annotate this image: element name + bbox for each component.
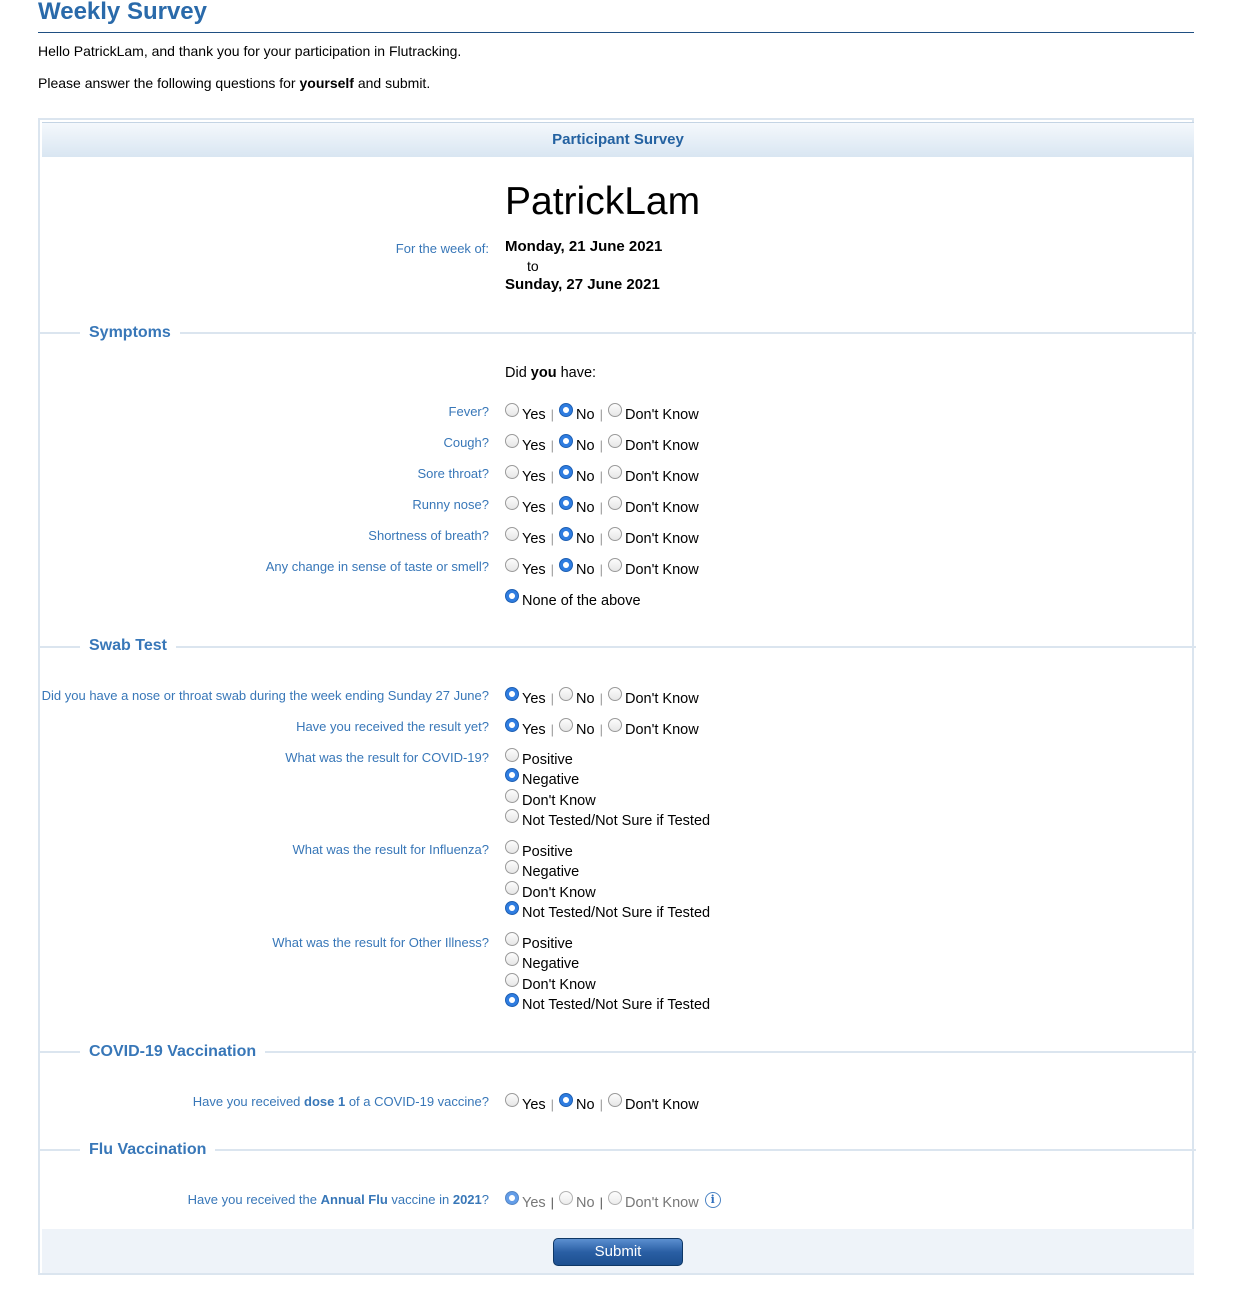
option-label: No <box>576 1195 595 1211</box>
symptoms-prompt-bold: you <box>530 365 557 381</box>
flu-label-year: 2021 <box>452 1192 482 1207</box>
option-label: Yes <box>522 1097 546 1113</box>
option-separator: | <box>550 722 555 737</box>
option-label: Don't Know <box>624 438 699 454</box>
influenza-dont-know[interactable] <box>505 880 710 900</box>
covid-dose1-label-post: of a COVID-19 vaccine? <box>345 1094 489 1109</box>
flu-vaccine-label <box>188 1192 489 1207</box>
option-label: Yes <box>522 469 546 485</box>
flu-label-pre: Have you received the <box>187 1192 321 1207</box>
page-title: Weekly Survey <box>38 0 207 25</box>
option-separator: | <box>599 469 603 484</box>
option-separator: | <box>550 500 555 515</box>
sore-throat-options <box>505 464 699 484</box>
runny-nose-dont-know[interactable] <box>608 495 699 515</box>
result-received-yes[interactable] <box>505 717 546 737</box>
cough-dont-know[interactable] <box>608 433 699 453</box>
option-label: Not Tested/Not Sure if Tested <box>522 905 711 922</box>
option-separator: | <box>550 1097 555 1112</box>
shortness-of-breath-yes[interactable] <box>505 526 546 546</box>
other-illness-result-label: What was the result for Other Illness? <box>272 935 489 950</box>
option-label: Don't Know <box>624 1097 699 1113</box>
swab-dont-know[interactable] <box>608 686 699 706</box>
info-icon[interactable]: i <box>705 1192 721 1208</box>
instruction-text <box>38 74 430 92</box>
option-label: Yes <box>522 407 546 423</box>
fever-no[interactable] <box>559 402 595 422</box>
covid-dose1-options <box>505 1092 699 1112</box>
option-label: Yes <box>522 500 546 516</box>
option-separator: | <box>599 500 603 515</box>
symptoms-prompt-post: have: <box>556 365 597 381</box>
radio-button[interactable] <box>505 1191 519 1205</box>
option-label: Don't Know <box>522 976 596 993</box>
option-label: Negative <box>522 956 580 973</box>
radio-button[interactable] <box>505 496 519 510</box>
none-of-above-option <box>505 588 641 608</box>
option-label: Yes <box>522 722 546 738</box>
flu-dont-know[interactable] <box>608 1190 699 1210</box>
radio-button[interactable] <box>505 1093 519 1107</box>
covid-dose1-dont-know[interactable] <box>608 1092 699 1112</box>
week-end-date: Sunday, 27 June 2021 <box>505 276 660 293</box>
influenza-negative[interactable] <box>505 859 710 879</box>
option-label: Yes <box>522 531 546 547</box>
symptoms-prompt <box>505 365 596 381</box>
option-separator: | <box>599 691 603 706</box>
option-separator: | <box>599 407 603 422</box>
swab-yes[interactable] <box>505 686 546 706</box>
option-label: No <box>576 438 595 454</box>
option-label: No <box>576 722 595 738</box>
other-negative[interactable] <box>505 951 710 971</box>
sore-throat-label: Sore throat? <box>417 466 489 481</box>
option-label: Don't Know <box>624 531 699 547</box>
option-separator: | <box>550 562 555 577</box>
option-label: Yes <box>522 691 546 707</box>
instruction-post: and submit. <box>353 75 431 91</box>
swab-no[interactable] <box>559 686 595 706</box>
radio-button[interactable] <box>505 718 519 732</box>
other-not-tested[interactable] <box>505 992 710 1012</box>
covid-dont-know[interactable] <box>505 788 710 808</box>
option-label: Don't Know <box>624 691 699 707</box>
sore-throat-no[interactable] <box>559 464 595 484</box>
option-label: Not Tested/Not Sure if Tested <box>522 997 711 1014</box>
option-label: Don't Know <box>624 407 699 423</box>
option-label: No <box>576 691 595 707</box>
fever-yes[interactable] <box>505 402 546 422</box>
radio-button[interactable] <box>505 952 519 966</box>
shortness-of-breath-label: Shortness of breath? <box>368 528 489 543</box>
week-start-date: Monday, 21 June 2021 <box>505 238 663 255</box>
swab-section-title: Swab Test <box>80 636 176 656</box>
covid-not-tested[interactable] <box>505 808 710 828</box>
radio-button[interactable] <box>559 434 573 448</box>
radio-button[interactable] <box>505 860 519 874</box>
covid-vaccination-section-title: COVID-19 Vaccination <box>80 1042 265 1062</box>
taste-smell-yes[interactable] <box>505 557 546 577</box>
radio-button[interactable] <box>608 465 622 479</box>
covid-dose1-no[interactable] <box>559 1092 595 1112</box>
option-label: Don't Know <box>522 884 596 901</box>
other-dont-know[interactable] <box>505 972 710 992</box>
result-received-options <box>505 717 699 737</box>
radio-button[interactable] <box>505 748 519 762</box>
radio-button[interactable] <box>505 768 519 782</box>
swab-options <box>505 686 699 706</box>
sore-throat-yes[interactable] <box>505 464 546 484</box>
taste-smell-dont-know[interactable] <box>608 557 699 577</box>
covid-dose1-yes[interactable] <box>505 1092 546 1112</box>
option-separator: | <box>599 722 603 737</box>
covid-dose1-label <box>193 1094 489 1109</box>
option-separator: | <box>550 1195 555 1210</box>
radio-button[interactable] <box>505 809 519 823</box>
radio-button[interactable] <box>559 527 573 541</box>
swab-question-label: Did you have a nose or throat swab during the week ending Sunday 27 June? <box>41 688 489 703</box>
influenza-result-options <box>505 839 710 920</box>
radio-button[interactable] <box>505 558 519 572</box>
other-positive[interactable] <box>505 931 710 951</box>
fever-label: Fever? <box>448 404 489 419</box>
cough-no[interactable] <box>559 433 595 453</box>
option-label: Don't Know <box>624 469 699 485</box>
option-label: Don't Know <box>624 1195 699 1211</box>
option-separator: | <box>599 1097 603 1112</box>
radio-button[interactable] <box>559 718 573 732</box>
week-to-text: to <box>527 258 539 274</box>
cough-options <box>505 433 699 453</box>
result-received-label: Have you received the result yet? <box>296 719 489 734</box>
option-label: Positive <box>522 844 573 861</box>
radio-button[interactable] <box>559 496 573 510</box>
option-label: No <box>576 531 595 547</box>
influenza-result-label: What was the result for Influenza? <box>292 842 489 857</box>
title-divider <box>38 32 1194 33</box>
swab-divider <box>40 646 1196 648</box>
radio-button[interactable] <box>559 558 573 572</box>
radio-button[interactable] <box>505 687 519 701</box>
radio-button[interactable] <box>505 901 519 915</box>
flu-label-mid: vaccine in <box>387 1192 453 1207</box>
greeting-text: Hello PatrickLam, and thank you for your participation in Flutracking. <box>38 43 462 59</box>
symptoms-divider <box>40 332 1196 334</box>
option-separator: | <box>550 438 555 453</box>
runny-nose-label: Runny nose? <box>412 497 489 512</box>
radio-button[interactable] <box>559 465 573 479</box>
radio-button[interactable] <box>608 1191 622 1205</box>
covid-dose1-label-bold: dose 1 <box>304 1094 346 1109</box>
option-label: Don't Know <box>522 792 596 809</box>
option-separator: | <box>550 407 555 422</box>
option-separator: | <box>550 469 555 484</box>
covid-result-label: What was the result for COVID-19? <box>285 750 489 765</box>
option-separator: | <box>599 531 603 546</box>
taste-smell-no[interactable] <box>559 557 595 577</box>
none-of-above[interactable] <box>505 588 641 608</box>
option-label: Yes <box>522 1195 546 1211</box>
radio-button[interactable] <box>608 687 622 701</box>
radio-button[interactable] <box>608 1093 622 1107</box>
radio-button[interactable] <box>559 1093 573 1107</box>
radio-button[interactable] <box>608 403 622 417</box>
radio-button[interactable] <box>608 527 622 541</box>
option-separator: | <box>599 438 603 453</box>
option-label: No <box>576 407 595 423</box>
runny-nose-yes[interactable] <box>505 495 546 515</box>
flu-yes[interactable] <box>505 1190 546 1210</box>
radio-button[interactable] <box>505 465 519 479</box>
runny-nose-options <box>505 495 699 515</box>
runny-nose-no[interactable] <box>559 495 595 515</box>
radio-button[interactable] <box>505 789 519 803</box>
submit-button[interactable]: Submit <box>553 1238 683 1266</box>
covid-negative[interactable] <box>505 767 710 787</box>
option-label: Not Tested/Not Sure if Tested <box>522 813 711 830</box>
covid-result-options <box>505 747 710 828</box>
option-label: Don't Know <box>624 722 699 738</box>
option-label: None of the above <box>522 593 641 609</box>
instruction-bold: yourself <box>299 75 354 91</box>
option-label: Negative <box>522 864 580 881</box>
radio-button[interactable] <box>505 527 519 541</box>
option-label: Yes <box>522 438 546 454</box>
flu-vaccination-section-title: Flu Vaccination <box>80 1140 215 1160</box>
option-label: No <box>576 469 595 485</box>
participant-name: PatrickLam <box>505 180 701 223</box>
radio-button[interactable] <box>559 1191 573 1205</box>
instruction-pre: Please answer the following questions for <box>38 75 300 91</box>
option-label: No <box>576 1097 595 1113</box>
taste-smell-options <box>505 557 699 577</box>
radio-button[interactable] <box>505 589 519 603</box>
option-separator: | <box>550 531 555 546</box>
influenza-not-tested[interactable] <box>505 900 710 920</box>
result-received-no[interactable] <box>559 717 595 737</box>
radio-button[interactable] <box>505 973 519 987</box>
radio-button[interactable] <box>608 558 622 572</box>
option-label: Positive <box>522 752 573 769</box>
other-illness-result-options <box>505 931 710 1012</box>
radio-button[interactable] <box>559 403 573 417</box>
symptoms-section-title: Symptoms <box>80 323 180 343</box>
radio-button[interactable] <box>505 881 519 895</box>
radio-button[interactable] <box>505 434 519 448</box>
radio-button[interactable] <box>505 840 519 854</box>
radio-button[interactable] <box>608 496 622 510</box>
flu-vaccine-options <box>505 1190 721 1210</box>
radio-button[interactable] <box>608 434 622 448</box>
survey-header <box>42 122 1194 157</box>
covid-positive[interactable] <box>505 747 710 767</box>
option-separator: | <box>599 1195 603 1210</box>
option-separator: | <box>550 691 555 706</box>
option-label: Yes <box>522 562 546 578</box>
week-label: For the week of: <box>395 241 489 256</box>
option-label: No <box>576 500 595 516</box>
result-received-dont-know[interactable] <box>608 717 699 737</box>
covid-dose1-label-pre: Have you received <box>192 1094 305 1109</box>
radio-button[interactable] <box>559 687 573 701</box>
cough-label: Cough? <box>443 435 489 450</box>
shortness-of-breath-no[interactable] <box>559 526 595 546</box>
cough-yes[interactable] <box>505 433 546 453</box>
taste-smell-label: Any change in sense of taste or smell? <box>265 559 489 574</box>
option-label: No <box>576 562 595 578</box>
survey-header-title: Participant Survey <box>552 131 684 148</box>
flu-no[interactable] <box>559 1190 595 1210</box>
radio-button[interactable] <box>505 403 519 417</box>
option-label: Negative <box>522 772 580 789</box>
radio-button[interactable] <box>608 718 622 732</box>
option-label: Don't Know <box>624 562 699 578</box>
radio-button[interactable] <box>505 993 519 1007</box>
shortness-of-breath-dont-know[interactable] <box>608 526 699 546</box>
option-label: Don't Know <box>624 500 699 516</box>
option-separator: | <box>599 562 603 577</box>
flu-label-bold: Annual Flu <box>320 1192 388 1207</box>
fever-dont-know[interactable] <box>608 402 699 422</box>
sore-throat-dont-know[interactable] <box>608 464 699 484</box>
shortness-of-breath-options <box>505 526 699 546</box>
radio-button[interactable] <box>505 932 519 946</box>
influenza-positive[interactable] <box>505 839 710 859</box>
option-label: Positive <box>522 936 573 953</box>
fever-options <box>505 402 699 422</box>
symptoms-prompt-pre: Did <box>505 365 531 381</box>
flu-label-post: ? <box>481 1192 489 1207</box>
